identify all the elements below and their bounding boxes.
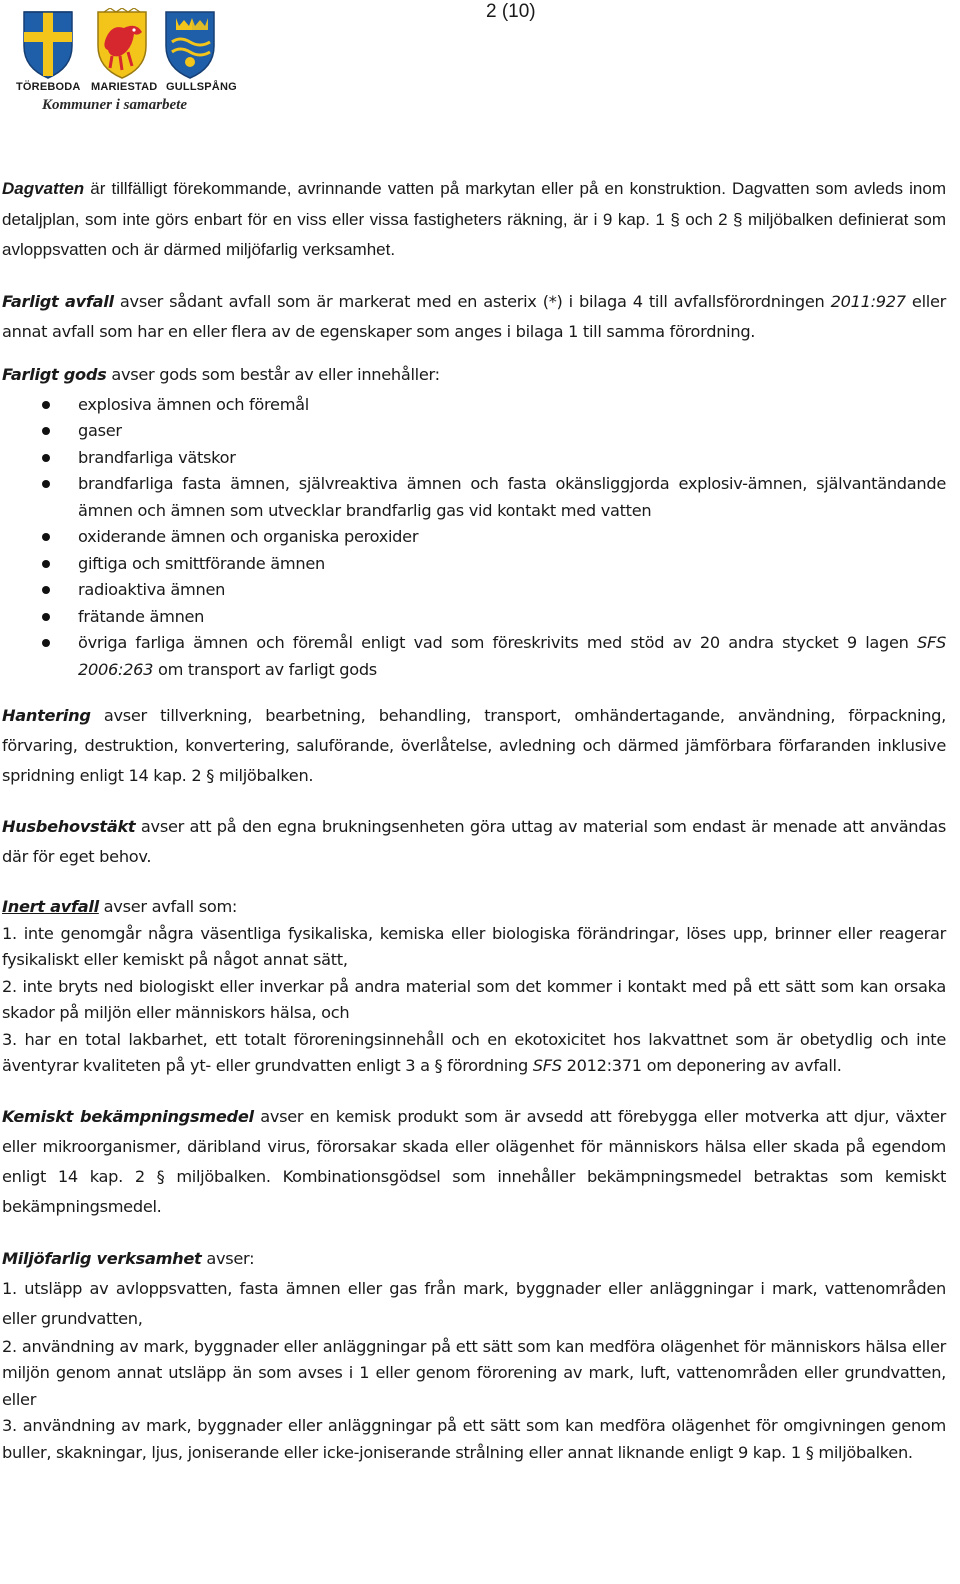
definition-kemiskt-bekampningsmedel	[2, 1102, 946, 1222]
municipality-logo	[16, 8, 240, 116]
logo-tagline: Kommuner i samarbete	[42, 97, 188, 113]
list-item: giftiga och smittförande ämnen	[2, 551, 946, 578]
inert-avfall-item-1: 1. inte genomgår några väsentliga fysikaliska, kemiska eller biologiska förändringar, löses upp, brinner eller reagerar fysikaliskt eller kemiskt på något annat sätt,	[2, 923, 946, 969]
bullet-icon	[42, 613, 50, 621]
definition-text: avser tillverkning, bearbetning, behandling, transport, omhändertagande, användning, förpackning, förvaring, destruktion, konvertering, saluförande, överlåtelse, avledning och därmed jämförbara förfaranden inklusive spridning enligt 14 kap. 2 § miljöbalken.	[2, 706, 946, 785]
definition-inert-avfall	[2, 894, 946, 921]
bullet-icon	[42, 533, 50, 541]
municipality-name-toreboda: TÖREBODA	[16, 81, 81, 93]
municipality-name-gullspang: GULLSPÅNG	[166, 81, 237, 93]
definition-text: avser:	[201, 1248, 255, 1268]
bullet-icon	[42, 639, 50, 647]
term-dagvatten: Dagvatten	[2, 179, 85, 198]
bullet-icon	[42, 560, 50, 568]
term-farligt-avfall: Farligt avfall	[2, 291, 114, 311]
list-item: frätande ämnen	[2, 604, 946, 631]
document-body	[2, 174, 946, 1466]
term-miljofarlig-verksamhet: Miljöfarlig verksamhet	[2, 1248, 202, 1268]
list-item: brandfarliga fasta ämnen, självreaktiva ämnen och fasta okänsliggjorda explosiv-ämnen, självantändande ämnen och ämnen som utvecklar brandfarlig gas vid kontakt med vatten	[2, 471, 946, 524]
definition-text: avser avfall som:	[98, 897, 238, 916]
toreboda-shield-icon	[24, 12, 72, 78]
inert-avfall-item-2: 2. inte bryts ned biologiskt eller inverkar på andra material som det kommer i kontakt med på ett sätt som kan orsaka skador på miljön eller människors hälsa, och	[2, 976, 946, 1022]
reference-2011-927: 2011:927	[830, 291, 906, 311]
term-kemiskt-bekampningsmedel: Kemiskt bekämpningsmedel	[2, 1106, 254, 1126]
reference-sfs-2006-263: SFS 2006:263	[78, 633, 946, 679]
term-farligt-gods: Farligt gods	[2, 364, 107, 384]
definition-text: är tillfälligt förekommande, avrinnande vatten på markytan eller på en konstruktion. Dagvatten som avleds inom detaljplan, som inte görs enbart för en viss eller vissa fastigheters räkning, är i 9 kap. 1 § och 2 § miljöbalken definierat som avloppsvatten och är därmed miljöfarlig verksamhet.	[2, 179, 946, 259]
coat-of-arms-icon	[16, 8, 240, 80]
mariestad-shield-icon	[98, 8, 146, 78]
municipality-names	[16, 81, 240, 95]
list-item: radioaktiva ämnen	[2, 577, 946, 604]
list-item: övriga farliga ämnen och föremål enligt vad som föreskrivits med stöd av 20 andra stycket 9 lagen SFS 2006:263 om transport av farligt gods	[2, 630, 946, 683]
definition-text: eller annat avfall som har en eller flera av de egenskaper som anges i bilaga 1 till samma förordning.	[2, 291, 946, 341]
list-item: gaser	[2, 418, 946, 445]
miljofarlig-item-1: 1. utsläpp av avloppsvatten, fasta ämnen eller gas från mark, byggnader eller anläggningar i mark, vattenområden eller grundvatten,	[2, 1278, 946, 1328]
definition-farligt-gods	[2, 360, 946, 390]
bullet-icon	[42, 586, 50, 594]
inert-avfall-item-3: 3. har en total lakbarhet, ett totalt föroreningsinnehåll och en ekotoxicitet hos lakvattnet som är obetydlig och inte äventyrar kvaliteten på yt- eller grundvatten enligt 3 a § förordning SFS 2012:371 om deponering av avfall.	[2, 1029, 946, 1075]
farligt-gods-list	[2, 392, 946, 684]
definition-farligt-avfall	[2, 287, 946, 347]
term-inert-avfall: Inert avfall	[2, 897, 99, 916]
page-number: 2 (10)	[486, 1, 536, 22]
definition-text: avser gods som består av eller innehåller:	[106, 364, 440, 384]
bullet-icon	[42, 401, 50, 409]
municipality-name-mariestad: MARIESTAD	[91, 81, 158, 93]
bullet-icon	[42, 427, 50, 435]
definition-hantering	[2, 701, 946, 791]
miljofarlig-item-3: 3. användning av mark, byggnader eller anläggningar på ett sätt som kan medföra olägenhet för omgivningen genom buller, skakningar, ljus, joniserande eller icke-joniserande strålning eller annat liknande enligt 9 kap. 1 § miljöbalken.	[2, 1416, 946, 1462]
term-husbehovstakt: Husbehovstäkt	[2, 817, 136, 836]
definition-dagvatten	[2, 174, 946, 266]
bullet-icon	[42, 454, 50, 462]
term-hantering: Hantering	[2, 706, 91, 725]
definition-text: avser att på den egna brukningsenheten göra uttag av material som endast är menade att användas där för eget behov.	[2, 817, 946, 866]
list-item: explosiva ämnen och föremål	[2, 392, 946, 419]
gullspang-shield-icon	[166, 12, 214, 78]
list-item: oxiderande ämnen och organiska peroxider	[2, 524, 946, 551]
definition-husbehovstakt	[2, 812, 946, 872]
definition-text: avser en kemisk produkt som är avsedd att förebygga eller motverka att djur, växter eller mikroorganismer, däribland virus, förorsakar skada eller olägenhet för människors hälsa eller skada på egendom enligt 14 kap. 2 § miljöbalken. Kombinationsgödsel som innehåller bekämpningsmedel betraktas som kemiskt bekämpningsmedel.	[2, 1106, 946, 1216]
bullet-icon	[42, 480, 50, 488]
definition-miljofarlig-verksamhet	[2, 1244, 946, 1274]
miljofarlig-item-2: 2. användning av mark, byggnader eller anläggningar på ett sätt som kan medföra olägenhet för människors hälsa eller miljön genom annat utsläpp än som avses i 1 eller genom förorening av mark, luft, vattenområden eller grundvatten, eller	[2, 1336, 946, 1409]
list-item: brandfarliga vätskor	[2, 445, 946, 472]
definition-text: avser sådant avfall som är markerat med en asterix (*) i bilaga 4 till avfallsförordningen	[113, 291, 831, 311]
